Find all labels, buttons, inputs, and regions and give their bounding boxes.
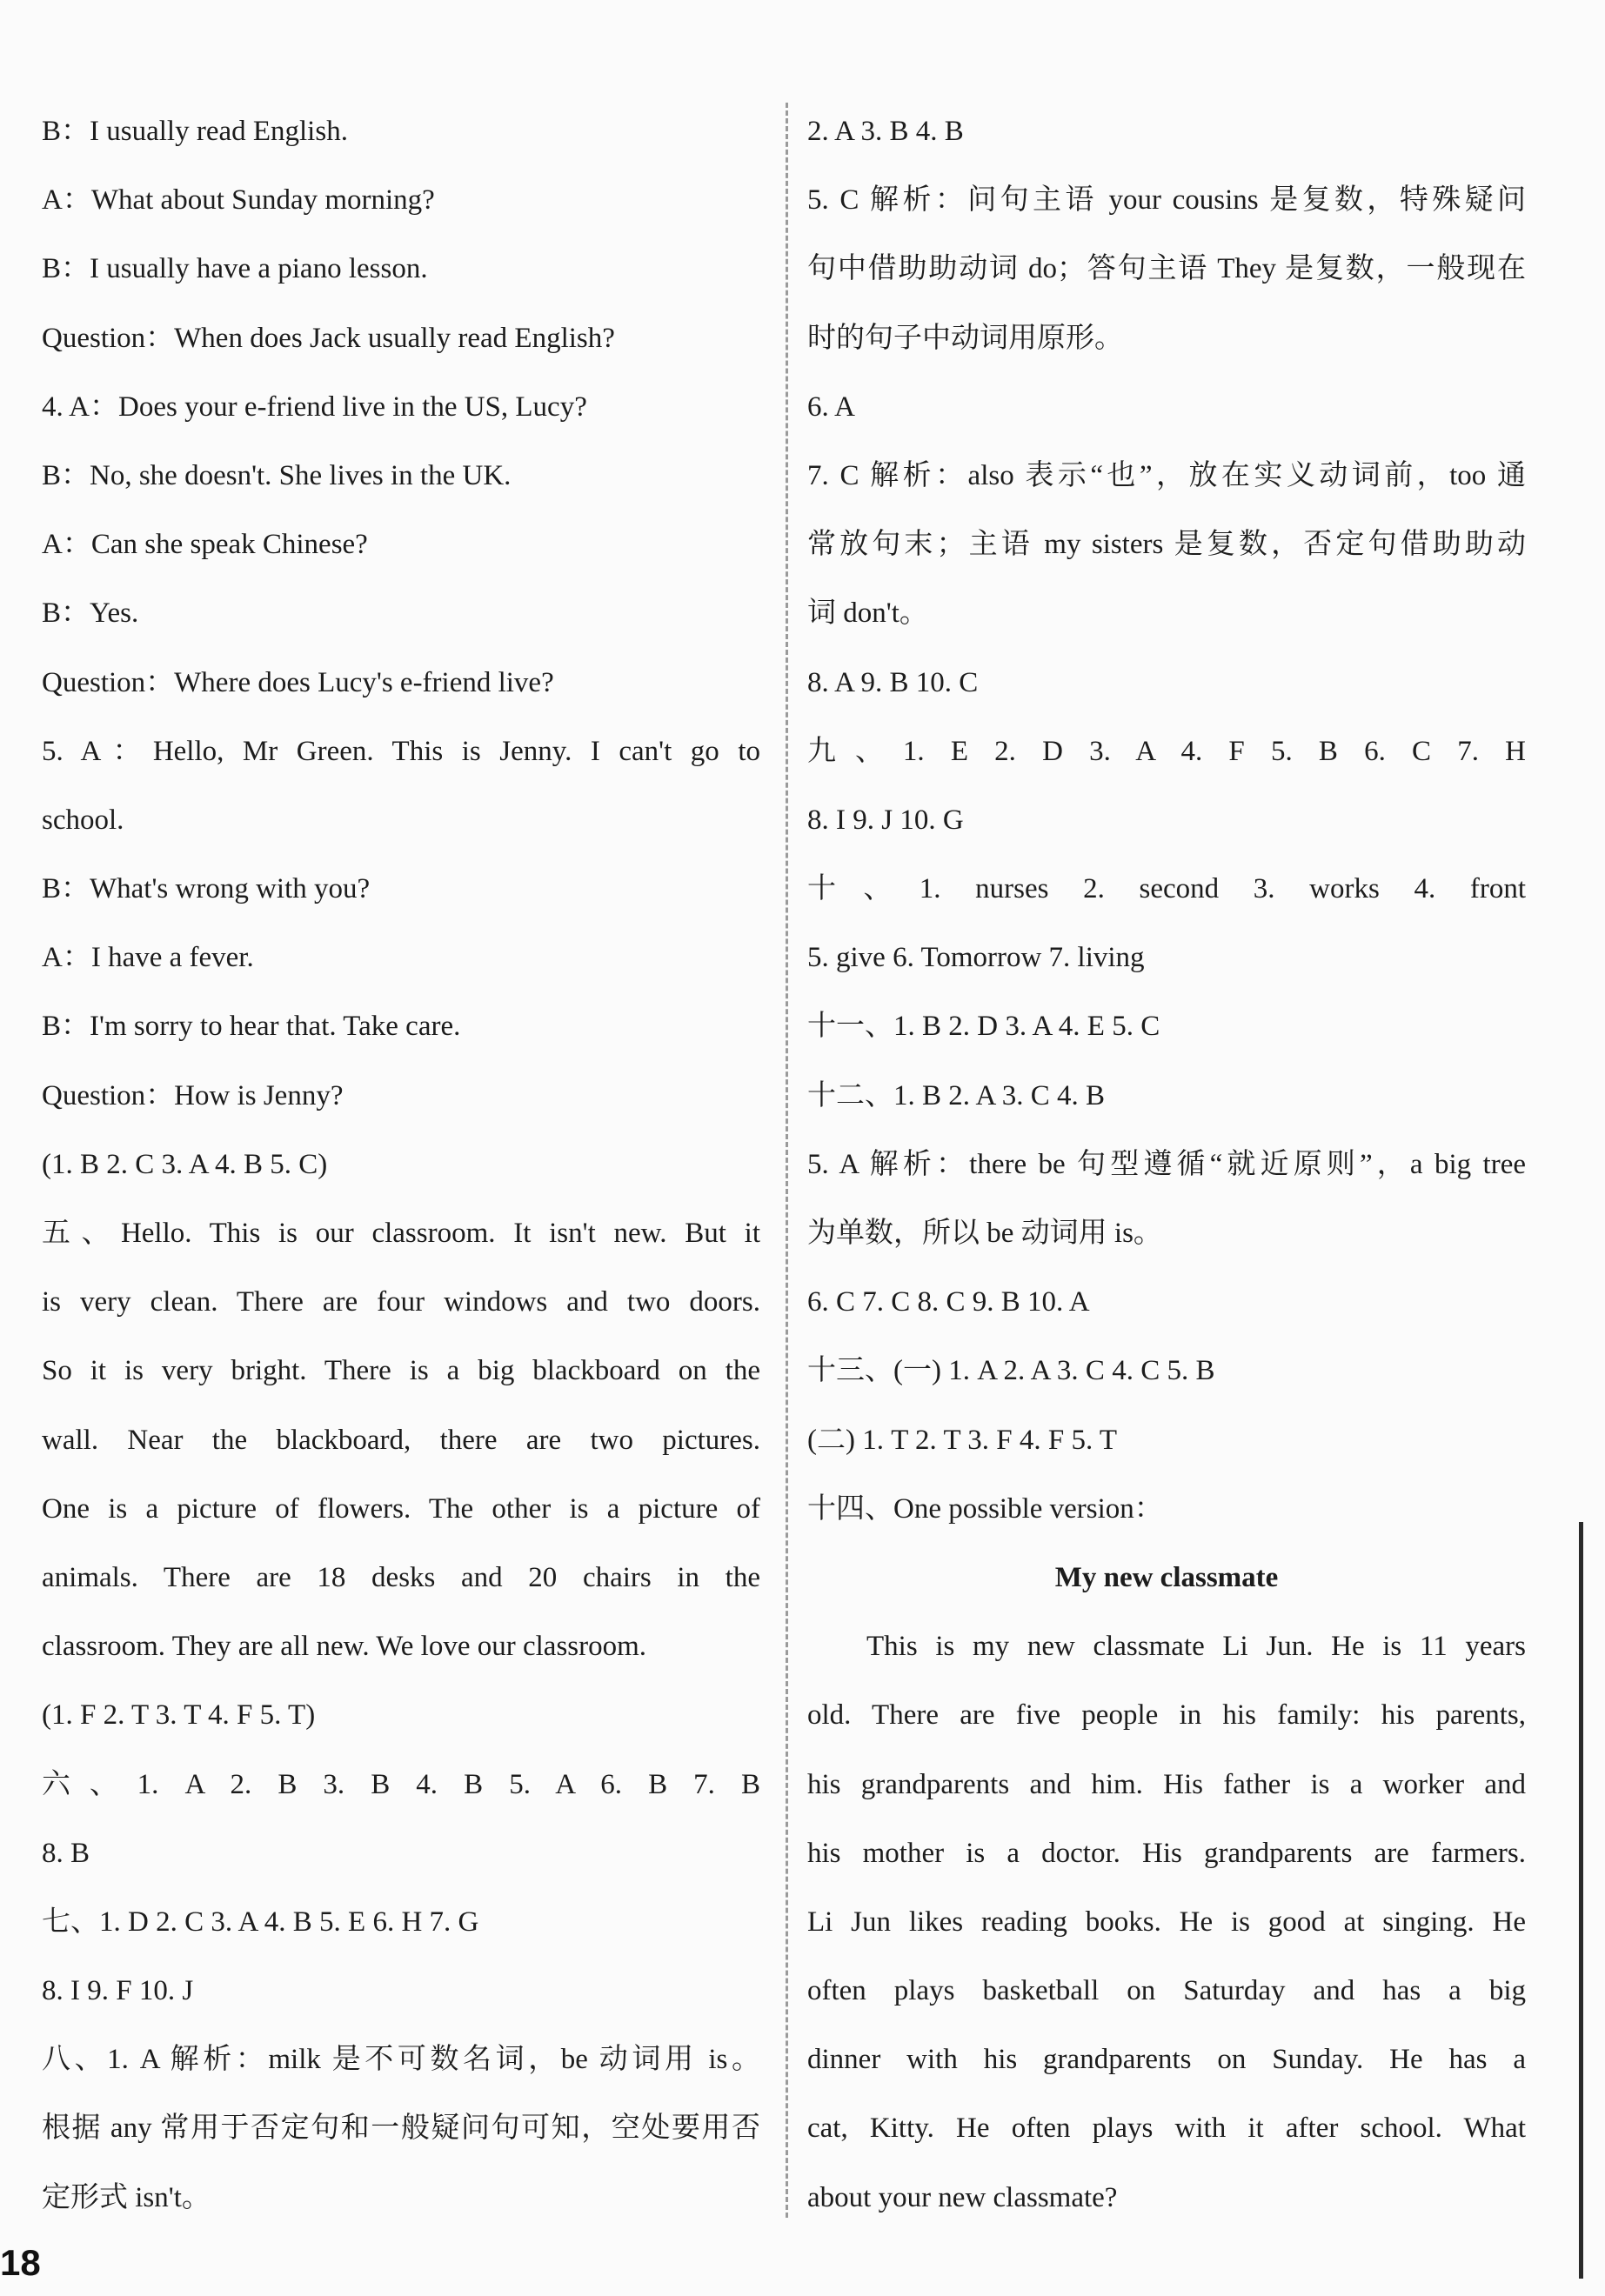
text-line: 8. A 9. B 10. C bbox=[807, 666, 979, 698]
text-line: 5. A：Hello, Mr Green. This is Jenny. I can't go to bbox=[42, 735, 760, 767]
text-line: cat, Kitty. He often plays with it after school. What bbox=[807, 2112, 1526, 2145]
text-line: This is my new classmate Li Jun. He is 11 years bbox=[866, 1631, 1526, 1663]
text-line: animals. There are 18 desks and 20 chairs in the bbox=[42, 1561, 760, 1593]
text-line: 十三、(一) 1. A 2. A 3. C 4. C 5. B bbox=[807, 1355, 1215, 1387]
text-line: Question：How is Jenny? bbox=[42, 1079, 344, 1111]
text-line: (1. B 2. C 3. A 4. B 5. C) bbox=[42, 1148, 328, 1180]
text-line: 十二、1. B 2. A 3. C 4. B bbox=[807, 1079, 1105, 1111]
text-line: 8. B bbox=[42, 1837, 90, 1869]
text-line: 十一、1. B 2. D 3. A 4. E 5. C bbox=[807, 1011, 1160, 1043]
text-line: Question：When does Jack usually read English? bbox=[42, 322, 615, 354]
text-line: often plays basketball on Saturday and has a big bbox=[807, 1975, 1526, 2007]
text-line: 6. A bbox=[807, 390, 856, 423]
text-line: B：No, she doesn't. She lives in the UK. bbox=[42, 459, 512, 491]
text-line: My new classmate bbox=[1054, 1561, 1279, 1593]
text-line: 2. A 3. B 4. B bbox=[807, 116, 964, 147]
text-line: 句中借助助动词 do；答句主语 They 是复数，一般现在 bbox=[807, 253, 1526, 285]
text-line: classroom. They are all new. We love our classroom. bbox=[42, 1631, 647, 1663]
page-edge-shadow bbox=[1579, 1522, 1583, 2279]
page-number: 18 bbox=[0, 2242, 41, 2283]
text-line: 五、Hello. This is our classroom. It isn't new. But it bbox=[42, 1218, 760, 1249]
text-line: old. There are five people in his family: his parents, bbox=[807, 1699, 1526, 1732]
text-line: So it is very bright. There is a big blackboard on the bbox=[42, 1355, 760, 1387]
text-line: 九、1. E 2. D 3. A 4. F 5. B 6. C 7. H bbox=[807, 735, 1526, 767]
text-line: 时的句子中动词用原形。 bbox=[807, 322, 1123, 354]
text-line: 十、1. nurses 2. second 3. works 4. front bbox=[807, 873, 1526, 905]
text-line: 7. C 解析：also 表示“也”，放在实义动词前，too 通 bbox=[807, 459, 1526, 491]
text-line: B：I'm sorry to hear that. Take care. bbox=[42, 1011, 461, 1043]
text-line: B：I usually read English. bbox=[42, 116, 348, 147]
text-line: 4. A：Does your e-friend live in the US, Lucy? bbox=[42, 390, 587, 423]
text-line: A：I have a fever. bbox=[42, 942, 254, 974]
text-line: is very clean. There are four windows and two doors. bbox=[42, 1286, 760, 1318]
text-line: dinner with his grandparents on Sunday. He has a bbox=[807, 2044, 1526, 2076]
text-line: Li Jun likes reading books. He is good at singing. He bbox=[807, 1906, 1526, 1938]
text-line: A：What about Sunday morning? bbox=[42, 184, 435, 217]
text-line: (1. F 2. T 3. T 4. F 5. T) bbox=[42, 1699, 316, 1732]
text-line: 六、1. A 2. B 3. B 4. B 5. A 6. B 7. B bbox=[42, 1768, 760, 1800]
text-line: his mother is a doctor. His grandparents are farmers. bbox=[807, 1837, 1526, 1869]
text-line: A：Can she speak Chinese? bbox=[42, 529, 368, 561]
text-line: 十四、One possible version： bbox=[807, 1492, 1163, 1525]
text-line: (二) 1. T 2. T 3. F 4. F 5. T bbox=[807, 1424, 1118, 1456]
text-line: B：I usually have a piano lesson. bbox=[42, 253, 428, 285]
text-line: 8. I 9. F 10. J bbox=[42, 1975, 194, 2007]
text-line: 定形式 isn't。 bbox=[42, 2181, 211, 2213]
text-line: 5. give 6. Tomorrow 7. living bbox=[807, 942, 1145, 974]
right-column bbox=[807, 97, 1526, 2233]
text-line: about your new classmate? bbox=[807, 2181, 1118, 2213]
text-line: B：What's wrong with you? bbox=[42, 873, 371, 905]
text-line: One is a picture of flowers. The other is a picture of bbox=[42, 1492, 760, 1525]
text-line: 八、1. A 解析：milk 是不可数名词，be 动词用 is。 bbox=[42, 2044, 760, 2076]
text-line: 8. I 9. J 10. G bbox=[807, 804, 964, 836]
text-line: school. bbox=[42, 804, 124, 836]
text-line: 根据 any 常用于否定句和一般疑问句可知，空处要用否 bbox=[42, 2112, 760, 2145]
text-line: Question：Where does Lucy's e-friend live? bbox=[42, 666, 554, 698]
text-line: 5. A 解析：there be 句型遵循“就近原则”，a big tree bbox=[807, 1148, 1526, 1180]
column-divider bbox=[786, 103, 788, 2218]
text-line: 词 don't。 bbox=[807, 597, 928, 630]
text-line: 为单数，所以 be 动词用 is。 bbox=[807, 1218, 1162, 1249]
text-line: 七、1. D 2. C 3. A 4. B 5. E 6. H 7. G bbox=[42, 1906, 479, 1938]
text-line: 5. C 解析：问句主语 your cousins 是复数，特殊疑问 bbox=[807, 184, 1526, 217]
text-line: B：Yes. bbox=[42, 597, 139, 630]
text-line: 常放句末；主语 my sisters 是复数，否定句借助助动 bbox=[807, 529, 1526, 561]
text-line: 6. C 7. C 8. C 9. B 10. A bbox=[807, 1286, 1090, 1318]
left-column bbox=[42, 97, 760, 2233]
text-line: his grandparents and him. His father is a worker and bbox=[807, 1768, 1526, 1800]
text-line: wall. Near the blackboard, there are two pictures. bbox=[42, 1424, 760, 1456]
